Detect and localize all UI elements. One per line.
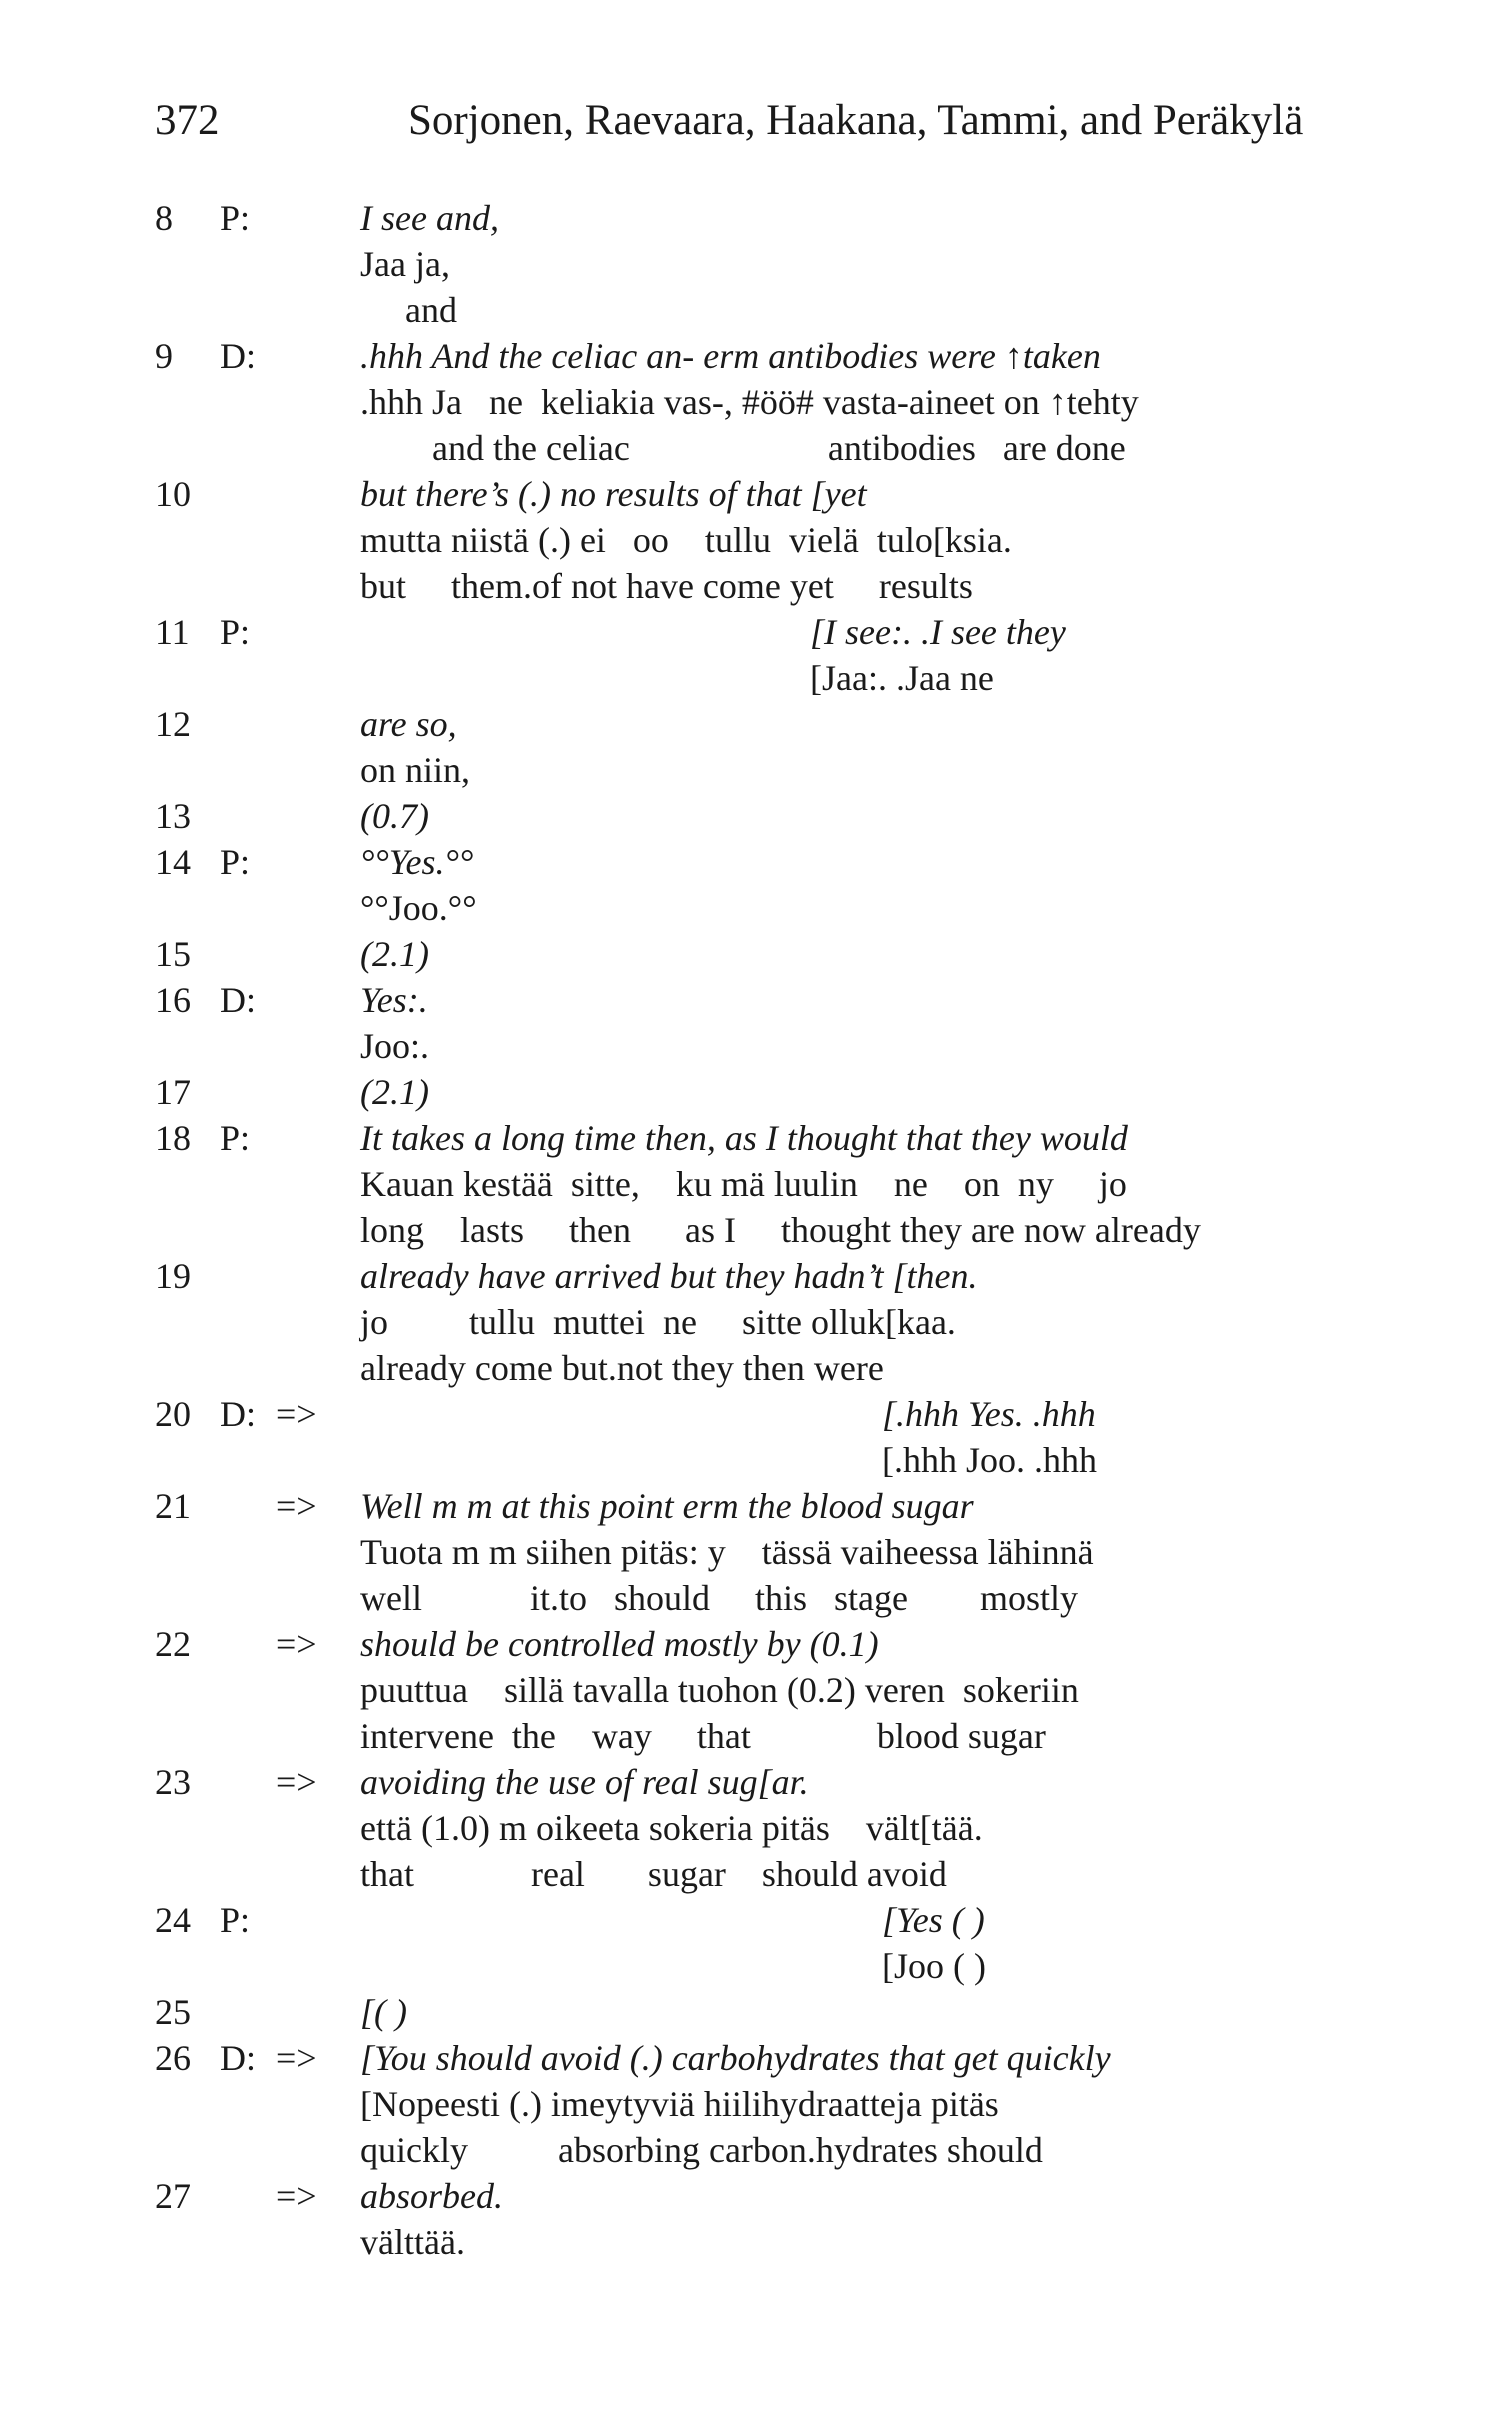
transcript-line	[0, 1023, 1501, 1069]
transcript-line	[0, 1759, 1501, 1805]
line-text: but them.of not have come yet results	[360, 566, 973, 606]
line-text: and	[360, 290, 457, 330]
transcript-line	[0, 1299, 1501, 1345]
line-text: .hhh Ja ne keliakia vas-, #öö# vasta-aineet on ↑tehty	[360, 382, 1139, 422]
line-number: 12	[155, 704, 191, 744]
line-text: It takes a long time then, as I thought that they would	[360, 1118, 1128, 1158]
transcript-line	[0, 195, 1501, 241]
line-text: [Joo ( )	[360, 1946, 986, 1986]
line-number: 9	[155, 336, 173, 376]
line-number: 19	[155, 1256, 191, 1296]
speaker-label: P:	[220, 1900, 251, 1940]
arrow-marker: =>	[276, 1486, 317, 1526]
line-number: 24	[155, 1900, 191, 1940]
line-text: Tuota m m siihen pitäs: y tässä vaiheessa lähinnä	[360, 1532, 1094, 1572]
transcript-line	[0, 1069, 1501, 1115]
line-text: absorbed.	[360, 2176, 503, 2216]
transcript-line	[0, 2127, 1501, 2173]
transcript-line	[0, 1851, 1501, 1897]
line-number: 14	[155, 842, 191, 882]
arrow-marker: =>	[276, 2038, 317, 2078]
transcript-line	[0, 1391, 1501, 1437]
transcript-line	[0, 1897, 1501, 1943]
transcript-line	[0, 1667, 1501, 1713]
transcript-line	[0, 1161, 1501, 1207]
line-text: but there’s (.) no results of that [yet	[360, 474, 867, 514]
line-number: 11	[155, 612, 190, 652]
line-text: already come but.not they then were	[360, 1348, 884, 1388]
line-text: intervene the way that blood sugar	[360, 1716, 1046, 1756]
line-text: mutta niistä (.) ei oo tullu vielä tulo[ksia.	[360, 520, 1012, 560]
line-text: .hhh And the celiac an- erm antibodies were ↑taken	[360, 336, 1101, 376]
transcript-line	[0, 2219, 1501, 2265]
line-number: 27	[155, 2176, 191, 2216]
line-text: quickly absorbing carbon.hydrates should	[360, 2130, 1043, 2170]
line-number: 22	[155, 1624, 191, 1664]
line-text: well it.to should this stage mostly	[360, 1578, 1078, 1618]
line-text: puuttua sillä tavalla tuohon (0.2) veren sokeriin	[360, 1670, 1079, 1710]
transcript-line	[0, 1621, 1501, 1667]
line-text: [.hhh Yes. .hhh	[360, 1394, 1096, 1434]
transcript-line	[0, 471, 1501, 517]
line-number: 15	[155, 934, 191, 974]
line-number: 10	[155, 474, 191, 514]
transcript-line	[0, 2035, 1501, 2081]
line-text: Well m m at this point erm the blood sugar	[360, 1486, 974, 1526]
line-text: already have arrived but they hadn’t [then.	[360, 1256, 978, 1296]
line-number: 21	[155, 1486, 191, 1526]
line-text: jo tullu muttei ne sitte olluk[kaa.	[360, 1302, 956, 1342]
line-text: Joo:.	[360, 1026, 430, 1066]
line-text: Jaa ja,	[360, 244, 450, 284]
line-number: 8	[155, 198, 173, 238]
transcript-line	[0, 333, 1501, 379]
transcript-line	[0, 1805, 1501, 1851]
line-text: that real sugar should avoid	[360, 1854, 947, 1894]
arrow-marker: =>	[276, 1394, 317, 1434]
speaker-label: D:	[220, 1394, 256, 1434]
line-text: Yes:.	[360, 980, 428, 1020]
line-text: (2.1)	[360, 934, 429, 974]
arrow-marker: =>	[276, 2176, 317, 2216]
line-text: I see and,	[360, 198, 499, 238]
speaker-label: D:	[220, 2038, 256, 2078]
transcript-line	[0, 425, 1501, 471]
transcript-line	[0, 1437, 1501, 1483]
speaker-label: P:	[220, 198, 251, 238]
line-number: 17	[155, 1072, 191, 1112]
line-number: 26	[155, 2038, 191, 2078]
line-text: [Yes ( )	[360, 1900, 985, 1940]
speaker-label: D:	[220, 980, 256, 1020]
transcript-line	[0, 379, 1501, 425]
transcript-line	[0, 241, 1501, 287]
transcript-line	[0, 977, 1501, 1023]
speaker-label: P:	[220, 842, 251, 882]
transcript-line	[0, 609, 1501, 655]
transcript-line	[0, 655, 1501, 701]
line-number: 18	[155, 1118, 191, 1158]
line-text: long lasts then as I thought they are now already	[360, 1210, 1201, 1250]
transcript-line	[0, 747, 1501, 793]
transcript-line	[0, 1115, 1501, 1161]
line-text: [You should avoid (.) carbohydrates that get quickly	[360, 2038, 1111, 2078]
line-number: 13	[155, 796, 191, 836]
line-text: [.hhh Joo. .hhh	[360, 1440, 1097, 1480]
arrow-marker: =>	[276, 1624, 317, 1664]
line-text: (0.7)	[360, 796, 429, 836]
speaker-label: D:	[220, 336, 256, 376]
line-text: avoiding the use of real sug[ar.	[360, 1762, 809, 1802]
transcript-line	[0, 839, 1501, 885]
line-text: [I see:. .I see they	[360, 612, 1066, 652]
page-header	[0, 96, 1501, 156]
line-text: and the celiac antibodies are done	[360, 428, 1126, 468]
transcript-line	[0, 701, 1501, 747]
line-number: 23	[155, 1762, 191, 1802]
line-number: 16	[155, 980, 191, 1020]
transcript-line	[0, 1943, 1501, 1989]
running-head: Sorjonen, Raevaara, Haakana, Tammi, and Peräkylä	[408, 97, 1304, 144]
transcript-line	[0, 1529, 1501, 1575]
transcript-line	[0, 1207, 1501, 1253]
line-number: 20	[155, 1394, 191, 1434]
line-text: [( )	[360, 1992, 407, 2032]
transcript-line	[0, 1989, 1501, 2035]
transcript-line	[0, 2081, 1501, 2127]
line-text: on niin,	[360, 750, 471, 790]
line-text: (2.1)	[360, 1072, 429, 1112]
line-text: °°Yes.°°	[360, 842, 474, 882]
transcript-line	[0, 1483, 1501, 1529]
transcript-line	[0, 885, 1501, 931]
transcript-line	[0, 931, 1501, 977]
transcript-line	[0, 1575, 1501, 1621]
page-number: 372	[155, 97, 220, 144]
arrow-marker: =>	[276, 1762, 317, 1802]
line-number: 25	[155, 1992, 191, 2032]
transcript-line	[0, 793, 1501, 839]
line-text: Kauan kestää sitte, ku mä luulin ne on ny jo	[360, 1164, 1127, 1204]
line-text: [Jaa:. .Jaa ne	[360, 658, 994, 698]
transcript-line	[0, 1345, 1501, 1391]
speaker-label: P:	[220, 612, 251, 652]
line-text: °°Joo.°°	[360, 888, 477, 928]
line-text: are so,	[360, 704, 457, 744]
transcript-line	[0, 1713, 1501, 1759]
transcript-line	[0, 2173, 1501, 2219]
speaker-label: P:	[220, 1118, 251, 1158]
transcript	[0, 195, 1501, 2265]
line-text: että (1.0) m oikeeta sokeria pitäs vält[tää.	[360, 1808, 983, 1848]
transcript-line	[0, 287, 1501, 333]
line-text: [Nopeesti (.) imeytyviä hiilihydraatteja pitäs	[360, 2084, 999, 2124]
line-text: should be controlled mostly by (0.1)	[360, 1624, 879, 1664]
transcript-line	[0, 517, 1501, 563]
line-text: välttää.	[360, 2222, 465, 2262]
transcript-line	[0, 563, 1501, 609]
transcript-line	[0, 1253, 1501, 1299]
